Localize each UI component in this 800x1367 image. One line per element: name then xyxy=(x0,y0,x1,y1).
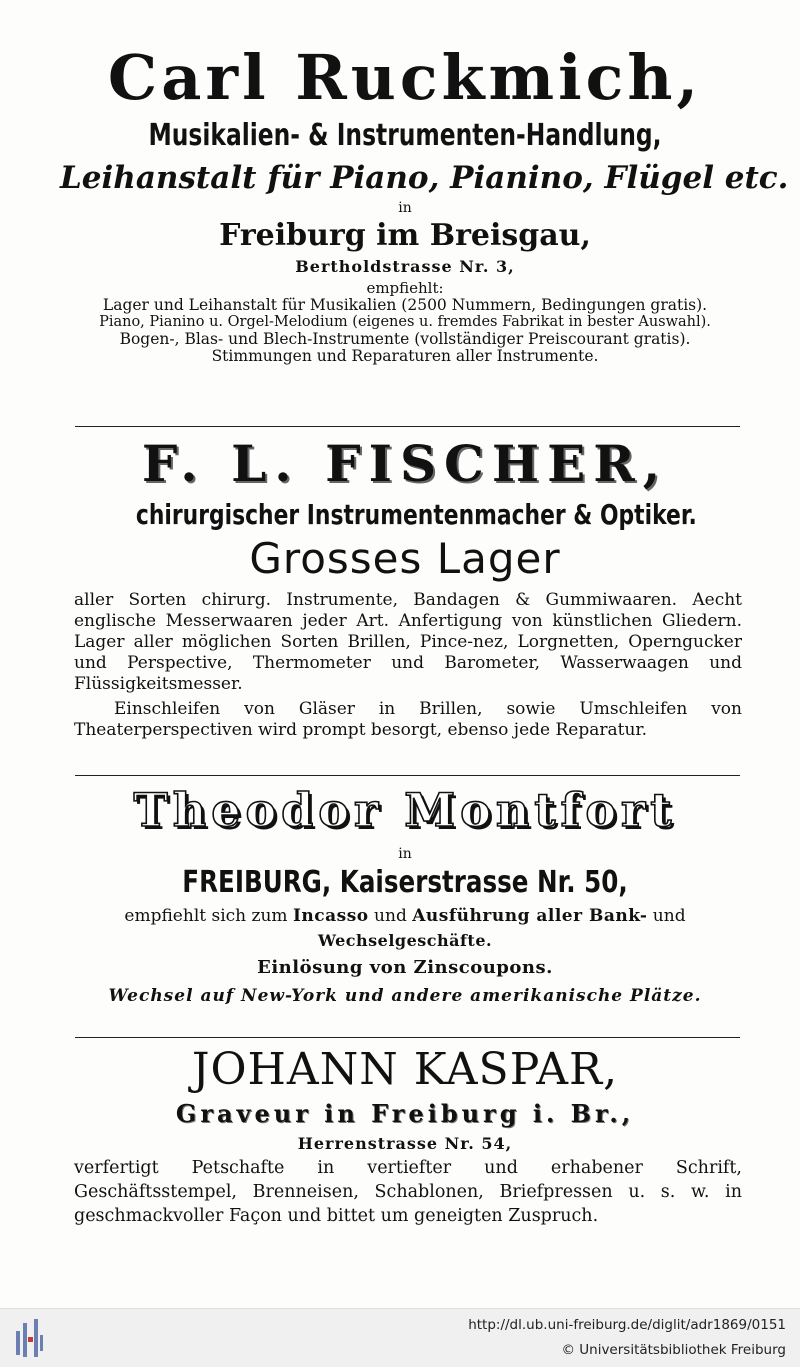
kaspar-name: JOHANN KASPAR, xyxy=(191,1044,619,1095)
ad-ruckmich xyxy=(60,40,789,365)
permalink-url[interactable]: http://dl.ub.uni-freiburg.de/diglit/adr1869/0151 xyxy=(468,1317,786,1333)
ruckmich-subtitle-1: Musikalien- & Instrumenten-Handlung, xyxy=(148,118,662,153)
kaspar-street: Herrenstrasse Nr. 54, xyxy=(297,1134,513,1153)
montfort-line-1-post: und xyxy=(652,906,686,926)
ruckmich-street: Bertholdstrasse Nr. 3, xyxy=(295,257,515,276)
montfort-city: FREIBURG, Kaiserstrasse Nr. 50, xyxy=(182,865,628,900)
montfort-line-1-pre: empfiehlt sich zum xyxy=(124,906,288,926)
fischer-headline: Grosses Lager xyxy=(249,534,561,583)
ruckmich-in: in xyxy=(398,200,412,216)
divider-1 xyxy=(75,426,740,427)
viewer-footer xyxy=(0,1308,800,1367)
ruckmich-city: Freiburg im Breisgau, xyxy=(219,218,591,253)
montfort-line-1 xyxy=(60,904,750,928)
montfort-line-1-mid: und xyxy=(374,906,407,926)
ad-kaspar xyxy=(60,1042,750,1228)
fischer-name: F. L. FISCHER, xyxy=(141,434,669,493)
divider-3 xyxy=(75,1037,740,1038)
ruckmich-subtitle-2: Leihanstalt für Piano, Pianino, Flügel etc. xyxy=(60,160,789,196)
montfort-line-4: Wechsel auf New-York und andere amerikanische Plätze. xyxy=(108,986,702,1006)
montfort-in: in xyxy=(398,846,412,862)
ruckmich-recommends: empfiehlt: xyxy=(366,279,444,297)
ad-montfort xyxy=(60,780,750,1010)
ad-fischer xyxy=(60,432,750,741)
fischer-paragraph-2: Einschleifen von Gläser in Brillen, sowie Umschleifen von Theaterperspectiven wird prompt besorgt, ebenso jede Reparatur. xyxy=(74,699,742,740)
ub-freiburg-logo-icon[interactable] xyxy=(14,1317,44,1359)
ruckmich-line-3: Bogen-, Blas- und Blech-Instrumente (vollständiger Preiscourant gratis). xyxy=(119,330,691,348)
montfort-line-1-bank: Ausführung aller Bank- xyxy=(412,906,648,926)
fischer-paragraph-1: aller Sorten chirurg. Instrumente, Bandagen & Gummiwaaren. Aecht englische Messerwaaren jeder Art. Anfertigung von künstlichen Gliedern. Lager aller möglichen Sorten Brillen, Pince-nez, Lorgnetten, Operngucker und Perspective, Thermometer und Barometer, Wasserwaagen und Flüssigkeitsmesser. xyxy=(74,590,742,694)
montfort-line-2: Wechselgeschäfte. xyxy=(317,931,493,950)
fischer-subtitle: chirurgischer Instrumentenmacher & Optiker. xyxy=(135,498,697,531)
montfort-name: Theodor Montfort xyxy=(133,783,677,837)
ruckmich-name: Carl Ruckmich, xyxy=(107,41,703,114)
copyright-notice: © Universitätsbibliothek Freiburg xyxy=(561,1342,786,1358)
kaspar-subtitle: Graveur in Freiburg i. Br., xyxy=(175,1099,635,1128)
montfort-line-1-incasso: Incasso xyxy=(292,906,369,926)
montfort-line-3: Einlösung von Zinscoupons. xyxy=(257,957,553,978)
ruckmich-line-4: Stimmungen und Reparaturen aller Instrumente. xyxy=(211,347,599,365)
divider-2 xyxy=(75,775,740,776)
kaspar-paragraph: verfertigt Petschafte in vertiefter und erhabener Schrift, Geschäftsstempel, Brenneisen, Schablonen, Briefpressen u. s. w. in geschmackvoller Façon und bittet um geneigten Zuspruch. xyxy=(74,1158,742,1226)
ruckmich-line-2: Piano, Pianino u. Orgel-Melodium (eigenes u. fremdes Fabrikat in bester Auswahl). xyxy=(99,314,711,330)
ruckmich-line-1: Lager und Leihanstalt für Musikalien (2500 Nummern, Bedingungen gratis). xyxy=(102,296,708,314)
